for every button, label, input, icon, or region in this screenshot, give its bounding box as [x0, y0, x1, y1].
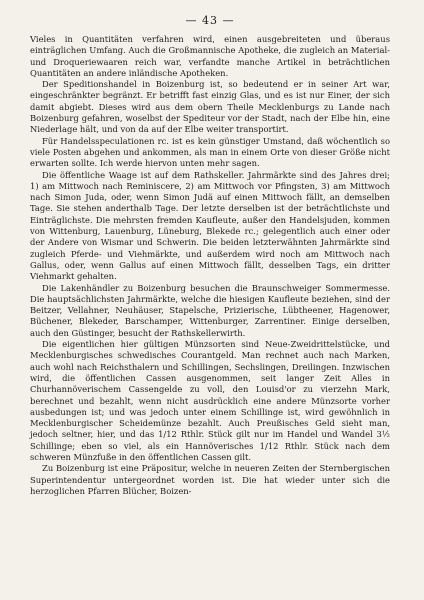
paragraph-praepositur: Zu Boizenburg ist eine Präpositur, welche in neueren Zeiten der Sternbergischen Superintendentur untergeordnet worden ist. Die hat wieder unter sich die herzoglichen Pfarren Blücher, Boizen- [30, 463, 390, 496]
body-text [30, 34, 390, 497]
paragraph-continuation: Vieles in Quantitäten verfahren wird, einen ausgebreiteten und überaus einträglichen Umfang. Auch die Großmannische Apotheke, die zugleich an Material- und Droqueriewaaren reich war, verfandte manche Artikel in beträchtlichen Quantitäten an andere inländische Apotheken. [30, 34, 390, 78]
paragraph-waage-jahrmaerkte: Die öffentliche Waage ist auf dem Rathskeller. Jahrmärkte sind des Jahres drei; 1) am Mittwoch nach Reminiscere, 2) am Mittwoch vor Pfingsten, 3) am Mittwoch nach Simon Juda, oder, wenn Simon Judä auf einen Mittwoch fällt, an demselben Tage. Sie stehen anderthalb Tage. Der letzte derselben ist der beträchtlichste und Einträglichste. Die mehrsten fremden Kaufleute, außer den Handelsjuden, kommen von Wittenburg, Lauenburg, Lüneburg, Blekede rc.; gelegentlich auch einer oder der Andere von Wismar und Schwerin. Die beiden letzterwähnten Jahrmärkte sind zugleich Pferde- und Viehmärkte, und außerdem wird noch am Mittwoch nach Gallus, oder, wenn Gallus auf einen Mittwoch fällt, desselben Tags, ein dritter Viehmarkt gehalten. [30, 169, 390, 282]
paragraph-muenzsorten: Die eigentlichen hier gültigen Münzsorten sind Neue-Zweidrittelstücke, und Mecklenburgisches schwedisches Courantgeld. Man rechnet auch nach Marken, auch wohl nach Reichsthalern und Schillingen, Sechslingen, Dreilingen. Inzwischen wird, die öffentlichen Cassen ausgenommen, seit langer Zeit Alles in Churhannöverischem Cassengelde zu voll, den Louisd'or zu vierzehn Mark, berechnet und bezahlt, wenn nicht ausdrücklich eine andere Münzsorte vorher ausbedungen ist; und was jedoch unter einem Schillinge ist, wird gewöhnlich in Mecklenburgischer Scheidemünze bezahlt. Auch Preußisches Geld sieht man, jedoch seltner, hier, und das 1/12 Rthlr. Stück gilt nur im Handel und Wandel 3½ Schillinge; eben so viel, als ein Hannöverisches 1/12 Rthlr. Stück nach dem schweren Münzfuße in den öffentlichen Cassen gilt. [30, 339, 390, 462]
paragraph-lakenhaendler: Die Lakenhändler zu Boizenburg besuchen die Braunschweiger Sommermesse. Die hauptsächlichsten Jahrmärkte, welche die hiesigen Kaufleute beziehen, sind der Beitzer, Vellahner, Neuhäuser, Stapelsche, Prizierische, Lübtheener, Hagenower, Büchener, Blekeder, Barschamper, Wittenburger, Zarrentiner. Einige derselben, auch den Güstinger, besucht der Rathskellerwirth. [30, 282, 390, 338]
page-number: — 43 — [185, 14, 235, 27]
paragraph-speditionshandel: Der Speditionshandel in Boizenburg ist, so bedeutend er in seiner Art war, eingeschränkter begränzt. Er betrifft fast einzig Glas, und es ist nur Einer, der sich damit abgiebt. Dieses wird aus dem obern Theile Mecklenburgs zu Lande nach Boizenburg gefahren, woselbst der Spediteur vor der Stadt, nach der Elbe hin, eine Niederlage hält, und von da auf der Elbe weiter transportirt. [30, 79, 390, 135]
paragraph-handelsspeculationen: Für Handelsspeculationen rc. ist es kein günstiger Umstand, daß wöchentlich so viele Posten abgehen und ankommen, als man in einem Orte von dieser Größe nicht erwarten sollte. Ich werde hiervon unten mehr sagen. [30, 135, 390, 169]
